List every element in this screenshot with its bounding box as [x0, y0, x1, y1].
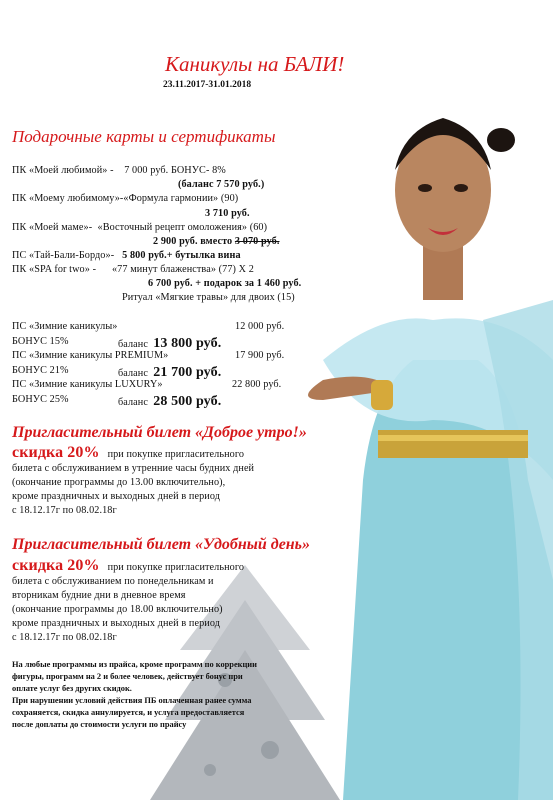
gift-cards-heading: Подарочные карты и сертификаты — [12, 127, 276, 146]
gift-card-1: ПК «Моей любимой» - 7 000 руб. БОНУС- 8% — [12, 165, 226, 176]
winter-1-bonus: БОНУС 15% — [12, 336, 69, 347]
winter-1-balance: баланс 13 800 руб. — [118, 336, 222, 351]
winter-2-bonus: БОНУС 21% — [12, 365, 69, 376]
gift-card-4: ПС «Тай-Бали-Бордо»- 5 800 руб.+ бутылка вина — [12, 250, 241, 261]
winter-1-name: ПС «Зимние каникулы» — [12, 321, 118, 332]
footnote-line-3: оплате услуг без других скидок. — [12, 684, 132, 693]
gift-card-3-price: 2 900 руб. вместо 3 070 руб. — [153, 236, 280, 247]
winter-2-price: 17 900 руб. — [235, 350, 285, 361]
ticket-2-line-1: скидка 20% при покупке пригласительного — [12, 557, 245, 574]
winter-1-price: 12 000 руб. — [235, 321, 285, 332]
gift-card-2-price: 3 710 руб. — [205, 208, 250, 219]
ticket-2-line-5: кроме праздничных и выходных дней в период — [12, 618, 221, 629]
ticket-2-line-6: с 18.12.17г по 08.02.18г — [12, 632, 117, 643]
winter-3-name: ПС «Зимние каникулы LUXURY» — [12, 379, 163, 390]
woman-in-costume-image — [303, 60, 553, 800]
winter-3-price: 22 800 руб. — [232, 379, 282, 390]
winter-3-balance: баланс 28 500 руб. — [118, 394, 222, 409]
footnote-line-4: При нарушении условий действия ПБ оплаченная ранее сумма — [12, 696, 252, 705]
gift-card-5-ritual: Ритуал «Мягкие травы» для двоих (15) — [122, 292, 295, 303]
gift-card-5: ПК «SPA for two» - «77 минут блаженства» (77) Х 2 — [12, 264, 254, 275]
winter-2-balance: баланс 21 700 руб. — [118, 365, 222, 380]
gift-card-2: ПК «Моему любимому»-«Формула гармонии» (90) — [12, 193, 239, 204]
ticket-1-line-3: (окончание программы до 13.00 включительно), — [12, 477, 226, 488]
footnote-line-6: после доплаты до стоимости услуги по прайсу — [12, 720, 187, 729]
winter-2-name: ПС «Зимние каникулы PREMIUM» — [12, 350, 169, 361]
gift-card-3: ПК «Моей маме»- «Восточный рецепт омоложения» (60) — [12, 222, 268, 233]
ticket-1-line-2: билета с обслуживанием в утренние часы будних дней — [12, 463, 255, 474]
ticket-2-heading: Пригласительный билет «Удобный день» — [12, 536, 310, 553]
gift-card-1-balance: (баланс 7 570 руб.) — [178, 179, 265, 190]
ticket-1-line-5: с 18.12.17г по 08.02.18г — [12, 505, 117, 516]
footnote-line-5: сохраняется, скидка аннулируется, и услуга предоставляется — [12, 708, 245, 717]
promo-dates: 23.11.2017-31.01.2018 — [163, 80, 252, 90]
ticket-1-line-4: кроме праздничных и выходных дней в период — [12, 491, 221, 502]
ticket-2-line-2: билета с обслуживанием по понедельникам и — [12, 576, 214, 587]
ticket-2-line-3: вторникам будние дни в дневное время — [12, 590, 186, 601]
gift-card-5-price: 6 700 руб. + подарок за 1 460 руб. — [148, 278, 302, 289]
ticket-1-line-1: скидка 20% при покупке пригласительного — [12, 444, 245, 461]
footnote-line-1: На любые программы из прайса, кроме программ по коррекции — [12, 660, 257, 669]
page-title: Каникулы на БАЛИ! — [165, 52, 345, 76]
footnote-line-2: фигуры, программ на 2 и более человек, действует бонус при — [12, 672, 243, 681]
ticket-1-heading: Пригласительный билет «Доброе утро!» — [12, 424, 307, 441]
winter-3-bonus: БОНУС 25% — [12, 394, 69, 405]
ticket-2-line-4: (окончание программы до 18.00 включительно) — [12, 604, 223, 615]
